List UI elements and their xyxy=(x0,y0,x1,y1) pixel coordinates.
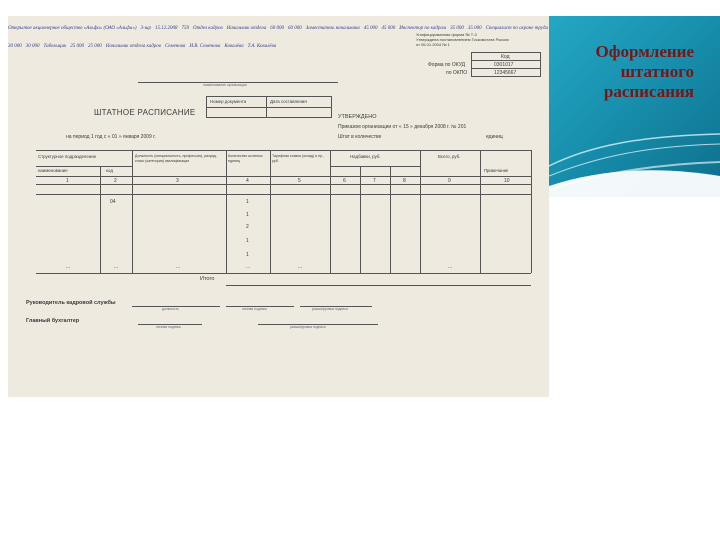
row-6-dept: ... xyxy=(66,264,71,270)
header-total: Всего, руб. xyxy=(438,154,461,159)
col-num-9: 9 xyxy=(448,178,451,184)
period-line: на период 1 год с « 01 » января 2009 г. xyxy=(66,134,156,140)
subheader-name: наименование xyxy=(38,168,68,173)
organization-caption: наименование организации xyxy=(203,83,247,87)
slide-title-line-3: расписания xyxy=(603,82,694,101)
header-note: Примечание xyxy=(484,168,509,173)
row-6-total: ... xyxy=(448,264,453,270)
okud-label: Форма по ОКУД xyxy=(428,62,466,68)
staff-count: 759 xyxy=(181,26,189,31)
form-approved-line-2: от 05.01.2004 № 1 xyxy=(416,42,450,47)
doc-date-label: Дата составления xyxy=(270,99,307,104)
okud-value: 0301017 xyxy=(494,62,514,68)
caption-name: расшифровка подписи xyxy=(312,307,348,311)
row-2-units: 1 xyxy=(246,212,249,218)
total-label: Итого xyxy=(200,276,215,282)
row-1-rate: 60 000 xyxy=(270,26,284,31)
row-6-position: ... xyxy=(176,264,181,270)
slide-title-line-1: Оформление xyxy=(595,42,694,61)
col-num-6: 6 xyxy=(343,178,346,184)
row-6-code: ... xyxy=(114,264,119,270)
row-1-units: 1 xyxy=(246,199,249,205)
caption-accountant-name: расшифровка подписи xyxy=(290,325,326,329)
okpo-value: 12345667 xyxy=(494,70,517,76)
header-dept: Структурное подразделение xyxy=(38,154,97,159)
caption-position: должность xyxy=(162,307,179,311)
hr-head-position: Начальник отдела кадров xyxy=(105,44,161,49)
col-num-3: 3 xyxy=(176,178,179,184)
hr-head-signature: Семенова xyxy=(164,44,186,49)
staff-units: единиц xyxy=(486,134,503,140)
approved-label: УТВЕРЖДЕНО xyxy=(338,114,377,120)
hr-head-name: И.В. Семенова xyxy=(189,44,221,49)
col-num-2: 2 xyxy=(114,178,117,184)
row-4-position: Специалист по охране труда xyxy=(485,26,549,31)
staff-line: Штат в количестве xyxy=(338,134,382,140)
col-num-4: 4 xyxy=(246,178,249,184)
row-4-units: 1 xyxy=(246,238,249,244)
col-num-1: 1 xyxy=(66,178,69,184)
order-line: Приказом организации от « 15 » декабря 2008 г. № 201 xyxy=(338,124,467,130)
row-1-position: Начальник отдела xyxy=(226,26,267,31)
doc-date: 15.12.2008 xyxy=(154,26,178,31)
caption-signature: личная подпись xyxy=(242,307,267,311)
staff-schedule-form-scan xyxy=(8,16,549,397)
row-3-position: Инспектор по кадрам xyxy=(399,26,447,31)
header-position: Должность (специальность, профессия), разряд, класс (категория) квалификации xyxy=(135,154,217,163)
accountant-signature: Ковалёва xyxy=(224,44,244,49)
col-num-7: 7 xyxy=(373,178,376,184)
doc-number-label: Номер документа xyxy=(210,99,247,104)
accountant-label: Главный бухгалтер xyxy=(26,318,80,324)
row-3-total: 35 000 xyxy=(467,26,482,31)
header-allowances: Надбавки, руб. xyxy=(350,154,381,159)
col-num-10: 10 xyxy=(504,178,510,184)
row-3-units: 2 xyxy=(246,224,249,230)
row-5-units: 1 xyxy=(246,252,249,258)
header-rate: Тарифная ставка (оклад) и пр., руб. xyxy=(272,154,325,163)
row-2-total: 45 000 xyxy=(381,26,396,31)
organization-name: Открытое акционерное общество «Альфа» (ОАО «Альфа») xyxy=(8,26,137,31)
header-units: Количество штатных единиц xyxy=(228,154,263,163)
document-title: ШТАТНОЕ РАСПИСАНИЕ xyxy=(94,108,196,117)
subheader-code: код xyxy=(106,168,113,173)
col-num-8: 8 xyxy=(403,178,406,184)
row-1-dept: Отдел кадров xyxy=(192,26,223,31)
row-1-code: 04 xyxy=(110,199,116,205)
doc-number: 3-шр xyxy=(140,26,151,31)
row-2-position: Заместитель начальника xyxy=(305,26,360,31)
row-6-units: ... xyxy=(246,264,251,270)
row-4-total: 30 000 xyxy=(25,44,40,49)
slide-title-line-2: штатного xyxy=(620,62,694,81)
row-4-rate: 30 000 xyxy=(8,44,22,49)
form-header: Унифицированная форма № Т-3 xyxy=(416,32,477,37)
row-5-total: 25 000 xyxy=(88,44,102,49)
col-num-5: 5 xyxy=(298,178,301,184)
row-6-rate: ... xyxy=(298,264,303,270)
row-5-rate: 25 000 xyxy=(70,44,85,49)
row-2-rate: 45 000 xyxy=(363,26,378,31)
row-3-rate: 35 000 xyxy=(450,26,464,31)
okpo-label: по ОКПО xyxy=(446,70,468,76)
form-approved-line-1: Утверждена постановлением Госкомстата России xyxy=(416,37,509,42)
row-1-total: 60 000 xyxy=(287,26,302,31)
caption-accountant-signature: личная подпись xyxy=(156,325,181,329)
hr-head-label: Руководитель кадровой службы xyxy=(26,300,116,306)
accountant-name: Т.А. Ковалёва xyxy=(247,44,277,49)
row-5-position: Табельщик xyxy=(43,44,67,49)
code-label: Код xyxy=(501,54,510,60)
